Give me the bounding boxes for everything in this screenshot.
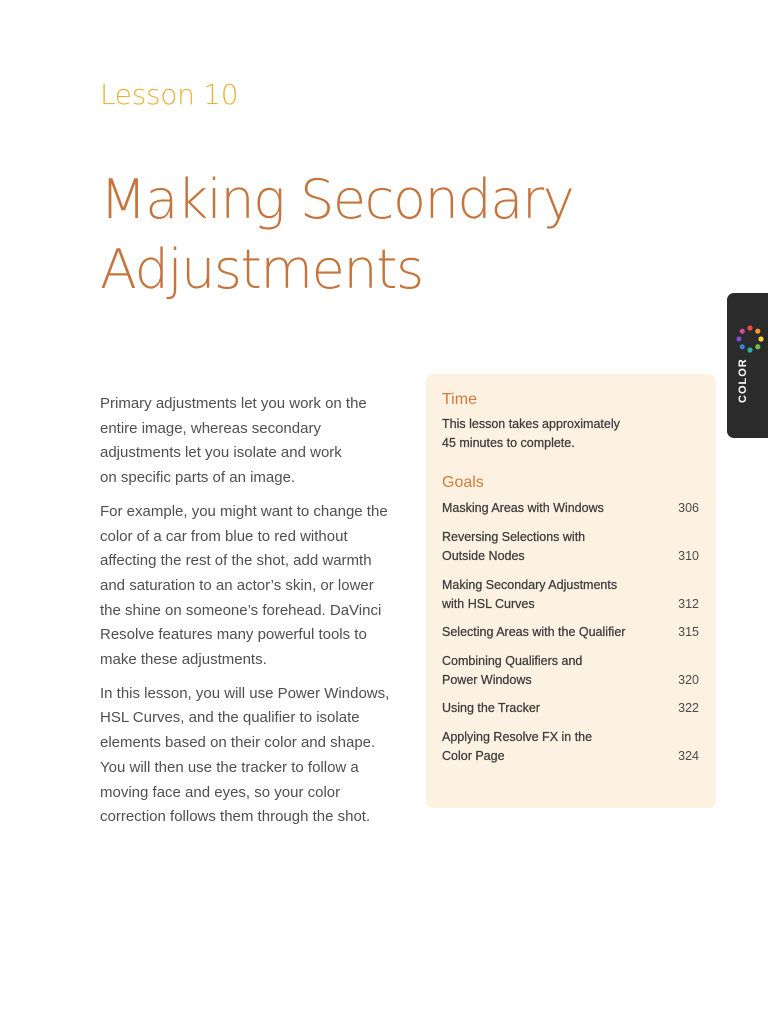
goal-title (442, 623, 699, 642)
intro-line: entire image, whereas secondary (100, 419, 321, 437)
goal-title-line: Masking Areas with Windows (442, 501, 604, 515)
goal-page-number: 315 (678, 625, 699, 639)
goal-item (442, 576, 699, 614)
goal-title (442, 576, 699, 614)
goal-title-line: Outside Nodes (442, 549, 525, 563)
intro-line: correction follows them through the shot. (100, 808, 371, 826)
time-line: This lesson takes approximately (442, 417, 620, 431)
goal-title-line: Power Windows (442, 673, 532, 687)
goal-title-line: Applying Resolve FX in the (442, 730, 593, 744)
intro-line: and saturation to an actor’s skin, or lower (100, 576, 374, 594)
goal-page-number: 324 (678, 749, 699, 763)
goal-title-line: Making Secondary Adjustments (442, 578, 618, 592)
goal-title-line: Reversing Selections with (442, 530, 586, 544)
color-wheel-dot (755, 329, 760, 334)
goal-item (442, 699, 699, 718)
page-title-line: Making Secondary (100, 168, 574, 231)
color-wheel-icon (732, 321, 768, 357)
intro-line: make these adjustments. (100, 651, 267, 669)
intro-line: on specific parts of an image. (100, 469, 296, 487)
intro-line: adjustments let you isolate and work (100, 444, 342, 462)
intro-line: affecting the rest of the shot, add warmth (100, 552, 372, 570)
color-wheel-dot (740, 344, 745, 349)
intro-line: You will then use the tracker to follow a (100, 758, 359, 776)
intro-line: color of a car from blue to red without (100, 527, 348, 545)
color-wheel-dot (747, 347, 752, 352)
goal-item (442, 528, 699, 566)
intro-paragraph (100, 500, 400, 673)
goal-item (442, 623, 699, 642)
goal-title (442, 499, 699, 518)
page-title (100, 165, 660, 305)
goal-page-number: 312 (678, 597, 699, 611)
intro-text (100, 392, 400, 839)
goal-item (442, 728, 699, 766)
goal-title-line: Combining Qualifiers and (442, 654, 583, 668)
goal-title (442, 699, 699, 718)
goal-title-line: Selecting Areas with the Qualifier (442, 625, 626, 639)
color-wheel-dot (758, 336, 763, 341)
goal-title-line: Color Page (442, 749, 505, 763)
goal-page-number: 320 (678, 673, 699, 687)
intro-line: elements based on their color and shape. (100, 734, 376, 752)
color-tab-label: COLOR (737, 358, 749, 403)
color-wheel-dot (755, 344, 760, 349)
time-line: 45 minutes to complete. (442, 436, 575, 450)
goal-page-number: 306 (678, 501, 699, 515)
intro-line: HSL Curves, and the qualifier to isolate (100, 709, 360, 727)
lesson-number: Lesson 10 (100, 78, 239, 111)
goal-title (442, 652, 699, 690)
color-wheel-dot (736, 336, 741, 341)
intro-paragraph (100, 392, 400, 491)
intro-line: moving face and eyes, so your color (100, 783, 341, 801)
color-page-tab (727, 293, 768, 438)
intro-line: the shine on someone’s forehead. DaVinci (100, 601, 382, 619)
goal-title (442, 528, 699, 566)
goal-item (442, 652, 699, 690)
time-description (442, 415, 620, 453)
intro-line: For example, you might want to change the (100, 502, 388, 520)
goal-page-number: 310 (678, 549, 699, 563)
page-title-line: Adjustments (100, 238, 423, 301)
goal-title-line: Using the Tracker (442, 701, 540, 715)
time-heading: Time (442, 391, 477, 408)
intro-line: In this lesson, you will use Power Windows, (100, 684, 390, 702)
color-wheel-dot (747, 325, 752, 330)
lesson-overview-box (426, 374, 716, 808)
goal-title-line: with HSL Curves (442, 597, 535, 611)
intro-paragraph (100, 682, 400, 830)
goal-item (442, 499, 699, 518)
goals-heading: Goals (442, 474, 484, 491)
goal-title (442, 728, 699, 766)
intro-line: Resolve features many powerful tools to (100, 626, 367, 644)
color-wheel-dot (740, 329, 745, 334)
goal-page-number: 322 (678, 701, 699, 715)
intro-line: Primary adjustments let you work on the (100, 395, 367, 412)
